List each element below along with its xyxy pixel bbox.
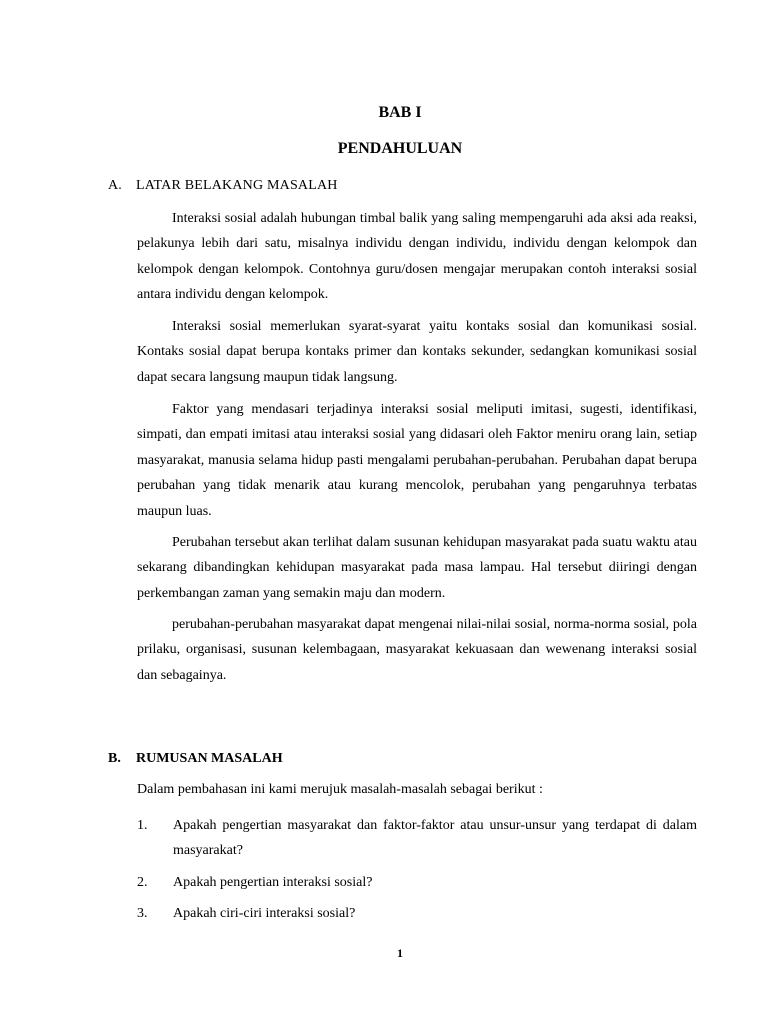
paragraph: Faktor yang mendasari terjadinya interaksi sosial meliputi imitasi, sugesti, identifikasi, simpati, dan empati imitasi atau interaksi sosial yang didasari oleh Faktor meniru orang lain, setiap masyarakat, manusia selama hidup pasti mengalami perubahan-perubahan. Perubahan dapat berupa perubahan yang tidak menarik atau kurang mencolok, perubahan yang pengaruhnya terbatas maupun luas. xyxy=(137,402,697,519)
paragraph: perubahan-perubahan masyarakat dapat mengenai nilai-nilai sosial, norma-norma sosial, pola prilaku, organisasi, susunan kelembagaan, masyarakat kekuasaan dan wewenang interaksi sosial dan sebagainya. xyxy=(137,617,697,683)
chapter-number: BAB I xyxy=(378,104,422,121)
list-item xyxy=(137,901,697,926)
list-intro: Dalam pembahasan ini kami merujuk masalah-masalah sebagai berikut : xyxy=(137,782,543,797)
list-item xyxy=(137,813,697,864)
section-title: RUMUSAN MASALAH xyxy=(136,751,283,766)
list-item-number: 2. xyxy=(137,875,148,890)
section-title: LATAR BELAKANG MASALAH xyxy=(136,178,338,193)
section-letter: A. xyxy=(108,178,123,193)
chapter-title: PENDAHULUAN xyxy=(337,140,463,157)
list-item xyxy=(137,870,697,895)
section-heading-a xyxy=(108,178,338,194)
section-letter: B. xyxy=(108,751,121,766)
list-item-text: Apakah pengertian interaksi sosial? xyxy=(173,875,373,890)
page-number: 1 xyxy=(397,946,403,960)
paragraph: Interaksi sosial adalah hubungan timbal balik yang saling mempengaruhi ada aksi ada reaksi, pelakunya lebih dari satu, misalnya individu dengan individu, individu dengan kelompok dan kelompok dengan kelompok. Contohnya guru/dosen mengajar merupakan contoh interaksi sosial antara individu dengan kelompok. xyxy=(137,211,697,303)
list-item-number: 3. xyxy=(137,906,148,921)
list-item-number: 1. xyxy=(137,818,148,833)
list-item-text: Apakah ciri-ciri interaksi sosial? xyxy=(173,906,356,921)
list-item-text: Apakah pengertian masyarakat dan faktor-faktor atau unsur-unsur yang terdapat di dalam masyarakat? xyxy=(173,818,697,859)
paragraph: Interaksi sosial memerlukan syarat-syarat yaitu kontaks sosial dan komunikasi sosial. Kontaks sosial dapat berupa kontaks primer dan kontaks sekunder, sedangkan komunikasi sosial dapat secara langsung maupun tidak langsung. xyxy=(137,319,697,385)
paragraph: Perubahan tersebut akan terlihat dalam susunan kehidupan masyarakat pada suatu waktu atau sekarang dibandingkan kehidupan masyarakat pada masa lampau. Hal tersebut diiringi dengan perkembangan zaman yang semakin maju dan modern. xyxy=(137,535,697,601)
section-heading-b xyxy=(108,751,283,767)
